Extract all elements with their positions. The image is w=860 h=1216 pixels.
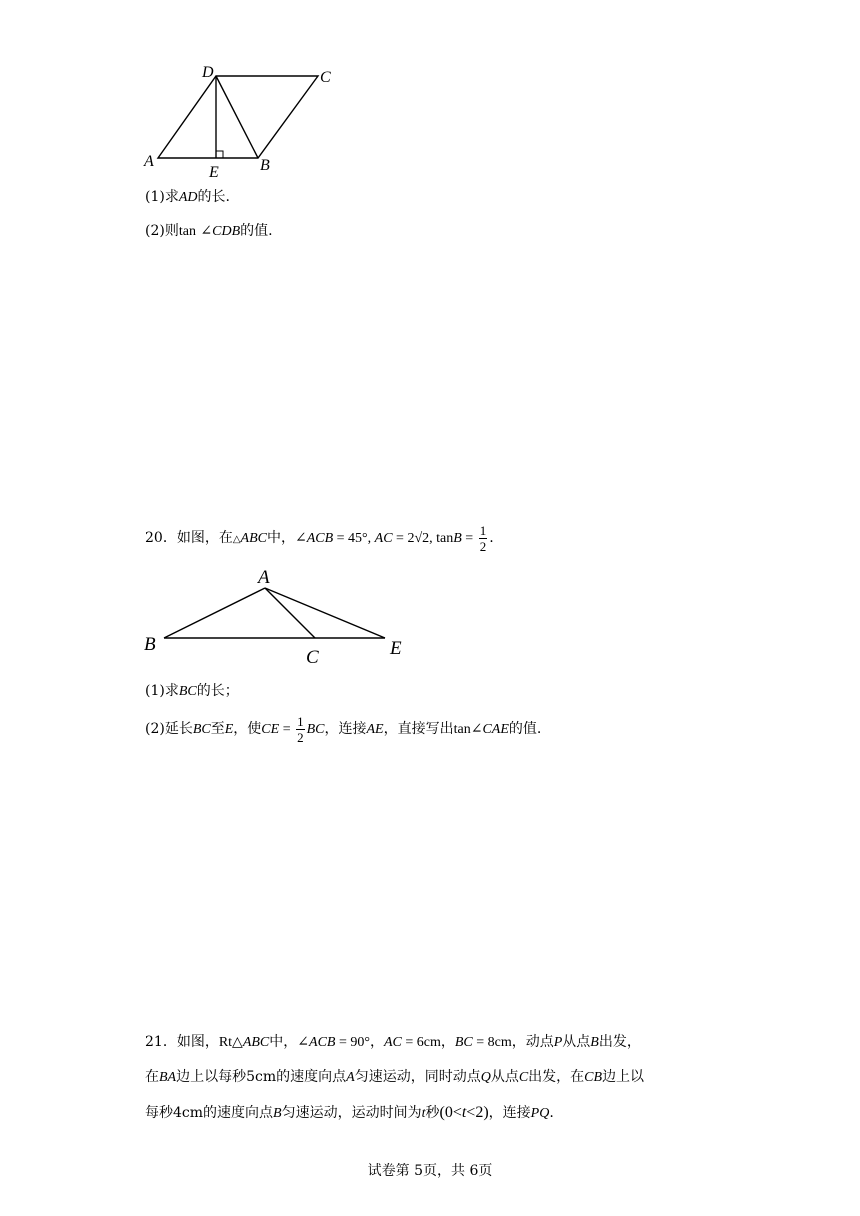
label-a: A <box>258 567 270 588</box>
triangle-figure <box>138 564 418 668</box>
q21-line1: 21．如图，Rt△ABC中，∠ACB = 90°，AC = 6cm，BC = 8cm，动点P从点B出发， <box>145 1034 641 1050</box>
label-e: E <box>390 638 402 659</box>
diagonal-db <box>216 76 258 158</box>
q19-part2: (2)则tan ∠CDB的值. <box>145 223 273 239</box>
page-footer: 试卷第 5页，共 6页 <box>367 1163 493 1179</box>
label-c: C <box>306 647 319 668</box>
right-angle-mark <box>216 151 223 158</box>
segment-ac <box>265 588 315 638</box>
parallelogram-abcd <box>158 76 318 158</box>
fraction-one-half: $\frac{1}{2}$ <box>479 522 487 554</box>
fraction-one-half: $\frac{1}{2}$ <box>297 713 304 745</box>
q21-line2: 在BA边上以每秒5cm的速度向点A匀速运动，同时动点Q从点C出发，在CB边上以 <box>145 1069 645 1085</box>
q20-part2: (2)延长BC至E，使CE = $\frac{1}{2}$ BC，连接AE，直接写出tan∠CAE的值. <box>145 713 542 745</box>
q20-stem: 20．如图，在△ABC中，∠ACB = 45°, AC = 2√2, tanB = $\frac{1}{2}$ . <box>145 522 494 554</box>
parallelogram-figure <box>140 60 350 180</box>
label-d: D <box>202 64 214 81</box>
label-e: E <box>209 164 219 180</box>
label-b: B <box>260 157 270 174</box>
label-c: C <box>320 69 331 86</box>
q20-part1: (1)求BC的长； <box>145 683 239 699</box>
label-a: A <box>144 153 154 170</box>
segment-ba <box>164 588 265 638</box>
segment-ae <box>265 588 385 638</box>
q21-line3: 每秒4cm的速度向点B匀速运动，运动时间为t秒(0<t<2)，连接PQ. <box>145 1104 554 1121</box>
label-b: B <box>144 634 156 655</box>
q19-part1: (1)求AD的长. <box>145 189 230 205</box>
